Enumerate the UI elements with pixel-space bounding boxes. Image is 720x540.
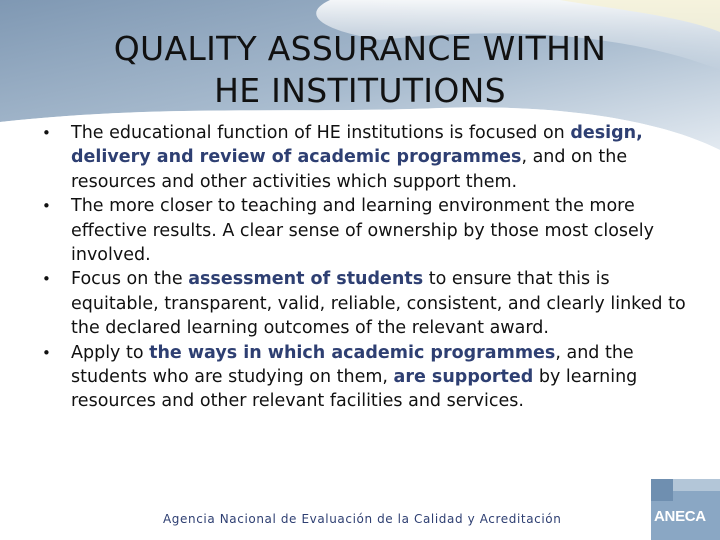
bullet-highlight-text: the ways in which academic programmes — [149, 342, 556, 363]
bullet-text: , and on the resources and other activities which support them. — [71, 147, 628, 192]
title-line-2: HE INSTITUTIONS — [214, 71, 506, 110]
bullet-text: by learning resources and other relevant facilities and services. — [71, 367, 638, 412]
bullet-highlight-text: are supported — [393, 367, 534, 388]
bullet-text: , and the students who are studying on them, — [71, 342, 634, 388]
bullet-highlight-text: assessment of students — [188, 269, 424, 290]
bullet-item — [40, 121, 700, 194]
bullet-text: The more closer to teaching and learning environment the more effective results. A clear sense of ownership by those most closely involved. — [71, 196, 655, 266]
slide-title — [20, 28, 700, 112]
bullet-text: to ensure that this is equitable, transparent, valid, reliable, consistent, and clearly linked to the declared learning outcomes of the relevant award. — [71, 269, 686, 339]
bullet-item — [40, 267, 700, 340]
bullet-list — [40, 121, 700, 414]
bullet-item — [40, 341, 700, 414]
bullet-item — [40, 194, 700, 267]
logo-block-light — [673, 479, 720, 491]
bullet-highlight-text: design, delivery and review of academic programmes — [71, 123, 643, 168]
logo-block-dark — [651, 479, 673, 501]
bullet-text: Apply to — [71, 342, 150, 363]
aneca-logo-text: ANECA — [654, 508, 706, 525]
title-line-1: QUALITY ASSURANCE WITHIN — [113, 29, 607, 68]
bullet-text: Focus on the — [71, 269, 189, 290]
footer-agency-name: Agencia Nacional de Evaluación de la Calidad y Acreditación — [163, 512, 562, 526]
bullet-text: The educational function of HE institutions is focused on — [71, 123, 571, 143]
